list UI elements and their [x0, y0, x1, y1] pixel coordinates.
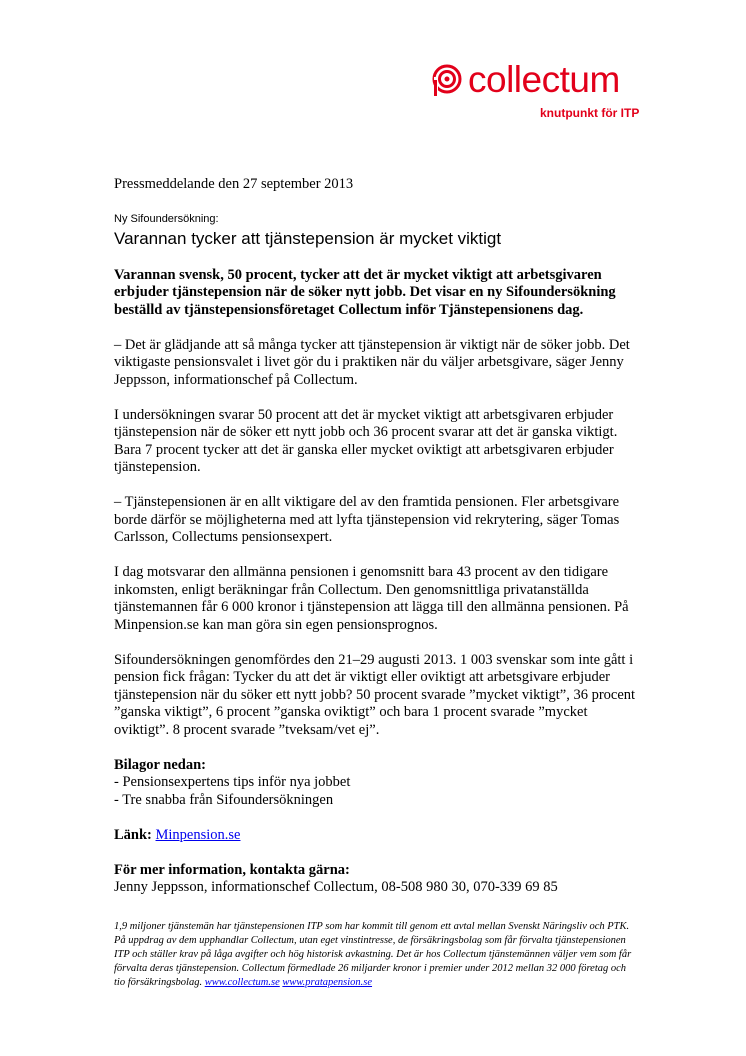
- paragraph-pension-facts: I dag motsvarar den allmänna pensionen i genomsnitt bara 43 procent av den tidigare inkomsten, enligt beräkningar från Collectum. Den genomsnittliga privatanställda tjänstemannen får 6 000 kronor i tjänstepension att lägga till den allmänna pensionen. På Minpension.se kan man göra sin egen pensionsprognos.: [114, 564, 629, 633]
- pratapension-link[interactable]: www.pratapension.se: [282, 977, 373, 988]
- paragraph-survey-method: Sifoundersökningen genomfördes den 21–29 augusti 2013. 1 003 svenskar som inte gått i pension fick frågan: Tycker du att det är viktigt eller oviktigt att arbetsgivare erbjuder tjänstepension när du söker ett nytt jobb? 50 procent svarade ”mycket viktigt”, 36 procent ”ganska viktigt”, 6 procent ”ganska oviktigt” och bara 1 procent svarade ”mycket oviktigt”. 8 procent svarade ”tveksam/vet ej”.: [114, 651, 636, 738]
- company-footer: [114, 920, 634, 990]
- contact-line: Jenny Jeppsson, informationschef Collectum, 08-508 980 30, 070-339 69 85: [114, 879, 558, 895]
- collectum-link[interactable]: www.collectum.se: [204, 977, 280, 988]
- link-label: Länk:: [114, 826, 152, 843]
- kicker: Ny Sifoundersökning:: [114, 212, 219, 225]
- collectum-logo: [430, 59, 670, 122]
- headline: Varannan tycker att tjänstepension är mycket viktigt: [114, 228, 502, 248]
- attachments: [114, 757, 644, 810]
- logo-tagline: knutpunkt för ITP: [540, 106, 640, 120]
- attachments-heading: Bilagor nedan:: [114, 756, 206, 773]
- contact-block: [114, 862, 644, 897]
- press-release-body: [114, 176, 644, 897]
- minpension-link[interactable]: Minpension.se: [155, 826, 241, 843]
- paragraph-quote-carlsson: – Tjänstepensionen är en allt viktigare del av den framtida pensionen. Fler arbetsgivare borde därför se möjligheterna med att lyfta tjänstepension vid rekrytering, säger Tomas Carlsson, Collectums pensionsexpert.: [114, 494, 620, 545]
- paragraph-quote-jeppsson: – Det är glädjande att så många tycker att tjänstepension är viktigt när de söker jobb. Det viktigaste pensionsvalet i livet gör du i praktiken när du väljer arbetsgivare, säger Jenny Jeppsson, informationschef på Collectum.: [114, 336, 630, 388]
- attachment-item: - Tre snabba från Sifoundersökningen: [114, 791, 334, 808]
- link-line: [114, 827, 644, 845]
- contact-heading: För mer information, kontakta gärna:: [114, 861, 350, 878]
- collectum-logo-mark-icon: [430, 62, 470, 102]
- paragraph-survey-results: I undersökningen svarar 50 procent att det är mycket viktigt att arbetsgivaren erbjuder tjänstepension när de söker ett nytt jobb och 36 procent svarar att det är ganska viktigt. Bara 7 procent tycker att det är ganska eller mycket oviktigt att arbetsgivaren erbjuder tjänstepension.: [114, 406, 618, 475]
- footer-text: 1,9 miljoner tjänstemän har tjänstepensionen ITP som har kommit till genom ett avtal mellan Svenskt Näringsliv och PTK. På uppdrag av dem upphandlar Collectum, utan eget vinstintresse, de försäkringsbolag som får förvalta tjänstepensionen ITP och ställer krav på låga avgifter och hög historisk avkastning. Det är hos Collectum tjänstemännen väljer vem som får förvalta deras tjänstepension. Collectum förmedlade 26 miljarder kronor i premier under 2012 mellan 32 000 företag och tio försäkringsbolag.: [114, 921, 632, 988]
- lead-paragraph: Varannan svensk, 50 procent, tycker att det är mycket viktigt att arbetsgivaren erbjuder tjänstepension när de söker nytt jobb. Det visar en ny Sifoundersökning beställd av tjänstepensionsföretaget Collectum inför Tjänstepensionens dag.: [114, 266, 616, 318]
- press-date: Pressmeddelande den 27 september 2013: [114, 176, 354, 192]
- attachment-item: - Pensionsexpertens tips inför nya jobbet: [114, 774, 351, 790]
- logo-wordmark: collectum: [468, 59, 620, 100]
